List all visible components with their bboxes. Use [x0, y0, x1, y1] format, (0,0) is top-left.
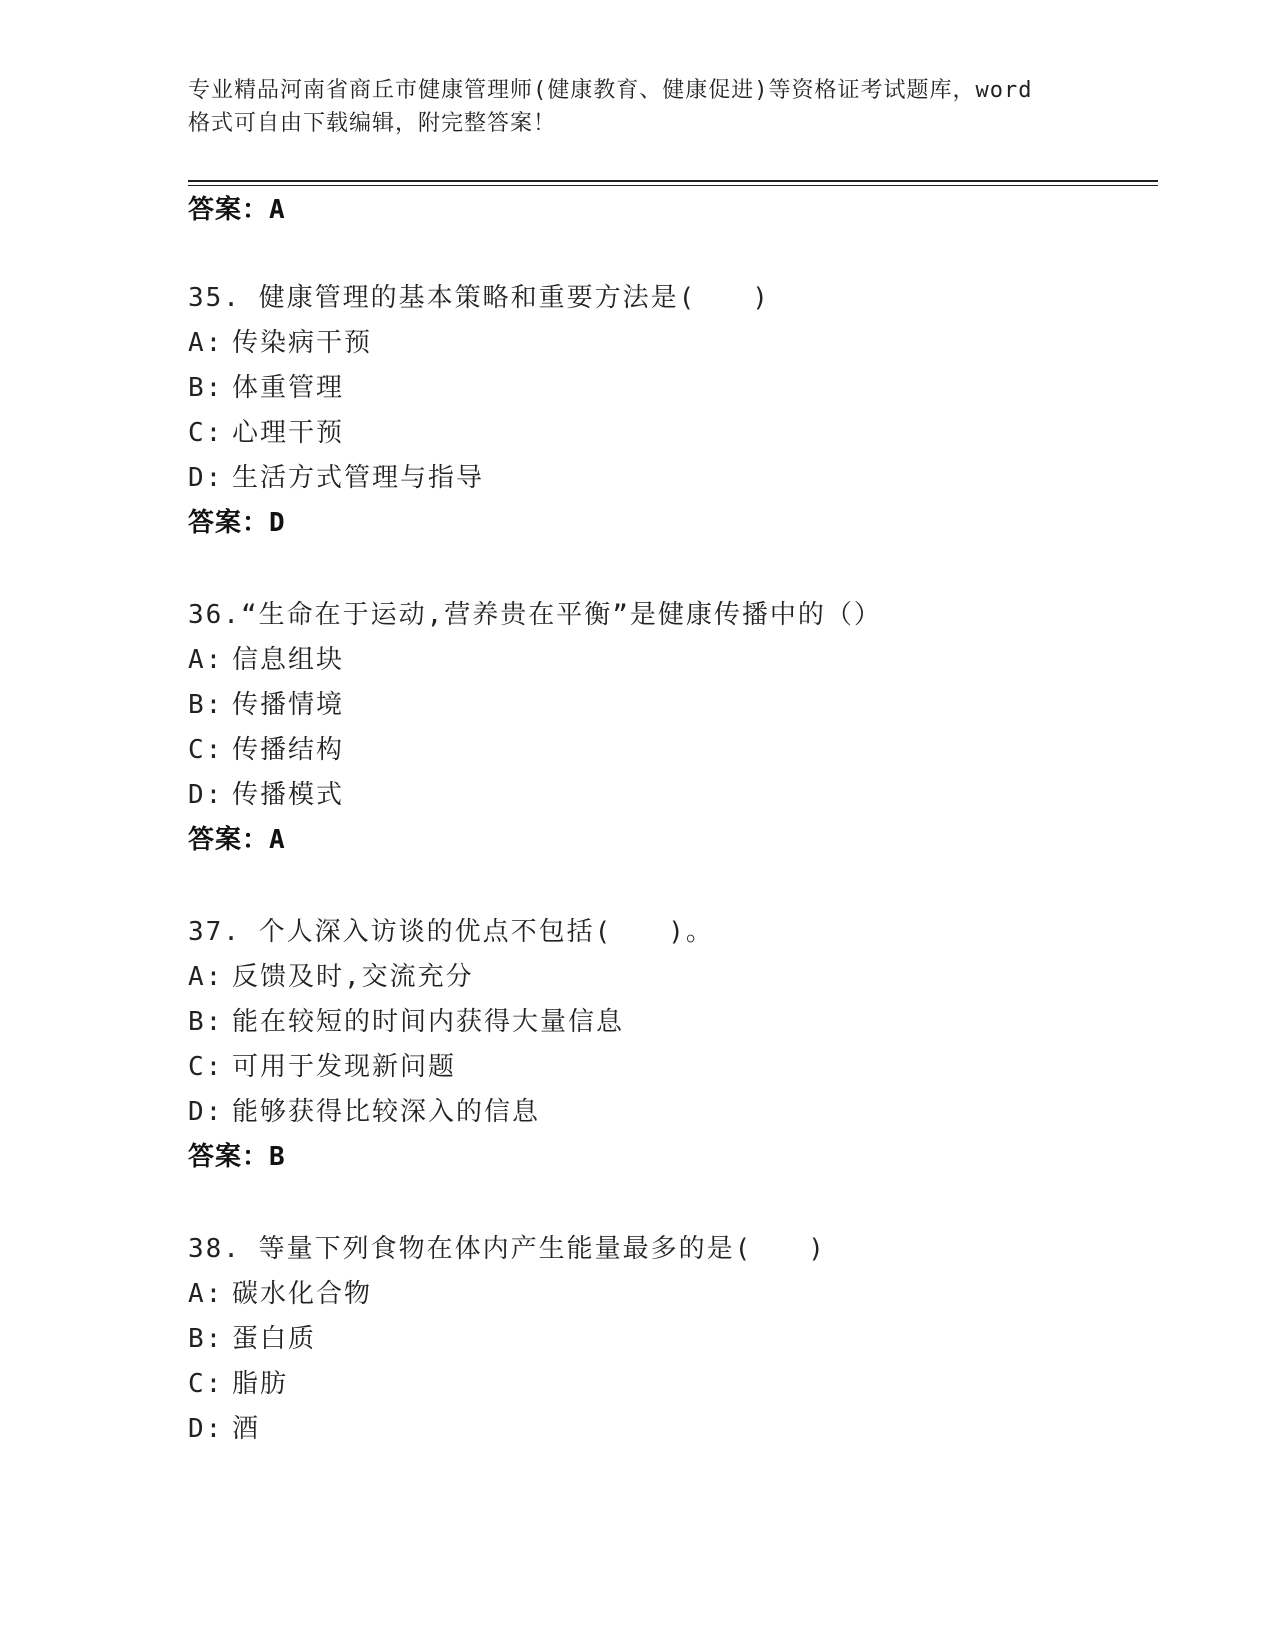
option-b [188, 370, 344, 406]
option-b [188, 1004, 624, 1040]
option-letter: A: [188, 962, 224, 992]
option-letter: A: [188, 645, 224, 675]
option-d [188, 777, 344, 813]
option-text: 传染病干预 [232, 328, 373, 358]
header-line-1: 专业精品河南省商丘市健康管理师(健康教育、健康促进)等资格证考试题库，word [188, 78, 1033, 103]
option-c [188, 1049, 456, 1085]
option-c [188, 1366, 288, 1402]
header-divider [188, 180, 1158, 182]
page-header [188, 74, 1088, 140]
option-text: 传播模式 [232, 780, 345, 810]
option-letter: D: [188, 780, 224, 810]
option-text: 体重管理 [232, 373, 345, 403]
option-letter: C: [188, 418, 224, 448]
question-stem: 37. 个人深入访谈的优点不包括( )。 [188, 917, 714, 947]
option-b [188, 1321, 316, 1357]
answer-label: 答案： [188, 508, 270, 538]
option-b [188, 687, 344, 723]
option-text: 碳水化合物 [232, 1279, 373, 1309]
option-letter: D: [188, 463, 224, 493]
option-text: 心理干预 [232, 418, 345, 448]
answer-label: 答案： [188, 1142, 270, 1172]
option-letter: C: [188, 1052, 224, 1082]
answer-line [188, 1139, 286, 1175]
option-letter: A: [188, 1279, 224, 1309]
answer-line [188, 192, 286, 228]
answer-value: A [269, 825, 286, 855]
option-text: 传播结构 [232, 735, 345, 765]
option-text: 可用于发现新问题 [232, 1052, 457, 1082]
answer-line [188, 822, 286, 858]
option-letter: B: [188, 1007, 224, 1037]
option-a [188, 642, 344, 678]
option-letter: B: [188, 373, 224, 403]
option-a [188, 959, 474, 995]
option-text: 能在较短的时间内获得大量信息 [232, 1007, 625, 1037]
answer-value: A [269, 195, 286, 225]
option-letter: D: [188, 1097, 224, 1127]
option-c [188, 732, 344, 768]
option-letter: C: [188, 735, 224, 765]
option-letter: D: [188, 1414, 224, 1444]
question-stem: 36.“生命在于运动,营养贵在平衡”是健康传播中的（） [188, 600, 882, 630]
option-text: 脂肪 [232, 1369, 289, 1399]
question-stem: 35. 健康管理的基本策略和重要方法是( ) [188, 283, 770, 313]
option-letter: B: [188, 690, 224, 720]
answer-label: 答案： [188, 825, 270, 855]
option-text: 传播情境 [232, 690, 345, 720]
option-c [188, 415, 344, 451]
answer-label: 答案： [188, 195, 270, 225]
option-text: 信息组块 [232, 645, 345, 675]
answer-value: D [269, 508, 286, 538]
option-a [188, 325, 372, 361]
header-line-2: 格式可自由下载编辑，附完整答案！ [188, 111, 557, 136]
option-text: 酒 [232, 1414, 261, 1444]
answer-line [188, 505, 286, 541]
option-d [188, 1411, 260, 1447]
option-letter: C: [188, 1369, 224, 1399]
option-d [188, 460, 484, 496]
answer-value: B [269, 1142, 286, 1172]
header-divider-thin [188, 185, 1158, 186]
question-stem: 38. 等量下列食物在体内产生能量最多的是( ) [188, 1234, 826, 1264]
option-text: 生活方式管理与指导 [232, 463, 485, 493]
option-a [188, 1276, 372, 1312]
option-d [188, 1094, 540, 1130]
option-text: 能够获得比较深入的信息 [232, 1097, 541, 1127]
option-text: 反馈及时,交流充分 [232, 962, 474, 992]
option-letter: A: [188, 328, 224, 358]
option-letter: B: [188, 1324, 224, 1354]
option-text: 蛋白质 [232, 1324, 317, 1354]
